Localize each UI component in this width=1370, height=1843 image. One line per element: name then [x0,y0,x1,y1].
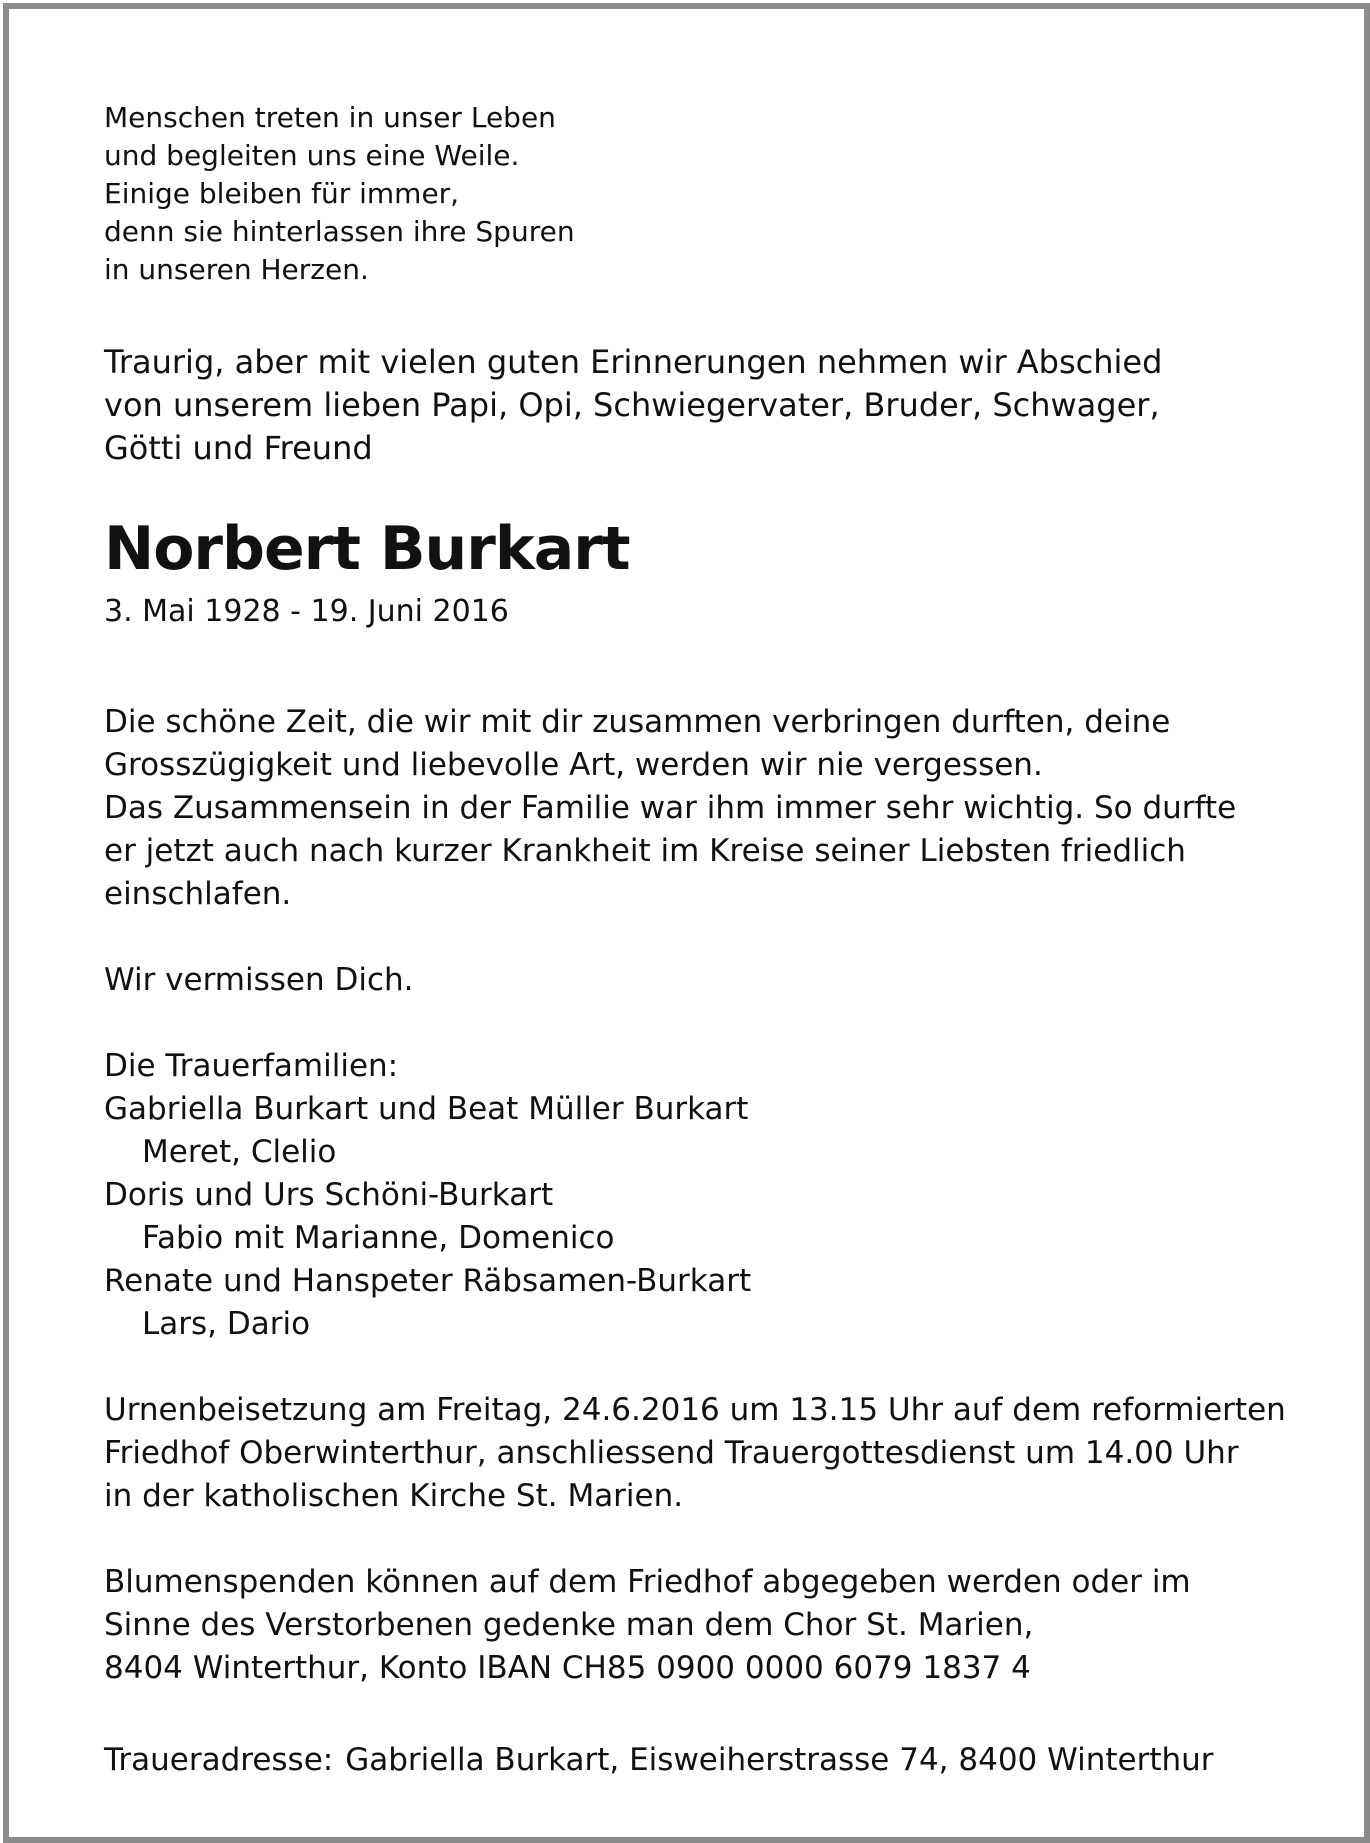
intro-line: Traurig, aber mit vielen guten Erinnerungen nehmen wir Abschied [104,343,1163,381]
poem-line: und begleiten uns eine Weile. [104,139,520,172]
deceased-name: Norbert Burkart [104,514,630,584]
funeral-line: Urnenbeisetzung am Freitag, 24.6.2016 um 13.15 Uhr auf dem reformierten [104,1392,1286,1428]
tribute-line: Die schöne Zeit, die wir mit dir zusammen verbringen durften, deine [104,704,1171,740]
family-parents: Doris und Urs Schöni-Burkart [104,1177,554,1213]
poem-line: Einige bleiben für immer, [104,177,460,210]
donations-line: Blumenspenden können auf dem Friedhof abgegeben werden oder im [104,1564,1191,1600]
family-children: Lars, Dario [142,1306,311,1342]
tribute-line: einschlafen. [104,876,292,912]
obituary-frame [3,3,1370,1843]
mourning-address-value: Gabriella Burkart, Eisweiherstrasse 74, 8400 Winterthur [345,1742,1214,1778]
spacer [104,1002,1286,1045]
intro-line: Götti und Freund [104,429,373,467]
mourning-address [104,1739,1214,1782]
family-children: Fabio mit Marianne, Domenico [142,1220,615,1256]
donations-line: 8404 Winterthur, Konto IBAN CH85 0900 0000 6079 1837 4 [104,1650,1031,1686]
donations-line: Sinne des Verstorbenen gedenke man dem Chor St. Marien, [104,1607,1034,1643]
families-heading: Die Trauerfamilien: [104,1048,399,1084]
poem-line: denn sie hinterlassen ihre Spuren [104,215,575,248]
obituary-body [104,701,1286,1690]
tribute-line: Das Zusammensein in der Familie war ihm immer sehr wichtig. So durfte [104,790,1237,826]
miss-you-text: Wir vermissen Dich. [104,962,414,998]
funeral-line: in der katholischen Kirche St. Marien. [104,1478,684,1514]
spacer [104,1346,1286,1389]
tribute-line: Grosszügigkeit und liebevolle Art, werden wir nie vergessen. [104,747,1043,783]
tribute-line: er jetzt auch nach kurzer Krankheit im Kreise seiner Liebsten friedlich [104,833,1186,869]
family-parents: Gabriella Burkart und Beat Müller Burkart [104,1091,749,1127]
poem-line: in unseren Herzen. [104,253,369,286]
funeral-line: Friedhof Oberwinterthur, anschliessend Trauergottesdienst um 14.00 Uhr [104,1435,1239,1471]
poem [104,99,575,289]
mourning-address-label: Traueradresse: [104,1742,334,1778]
family-children: Meret, Clelio [142,1134,337,1170]
family-parents: Renate und Hanspeter Räbsamen-Burkart [104,1263,752,1299]
intro-text [104,341,1162,470]
poem-line: Menschen treten in unser Leben [104,101,556,134]
intro-line: von unserem lieben Papi, Opi, Schwiegervater, Bruder, Schwager, [104,386,1160,424]
spacer [104,916,1286,959]
life-dates: 3. Mai 1928 - 19. Juni 2016 [104,594,509,629]
spacer [104,1518,1286,1561]
